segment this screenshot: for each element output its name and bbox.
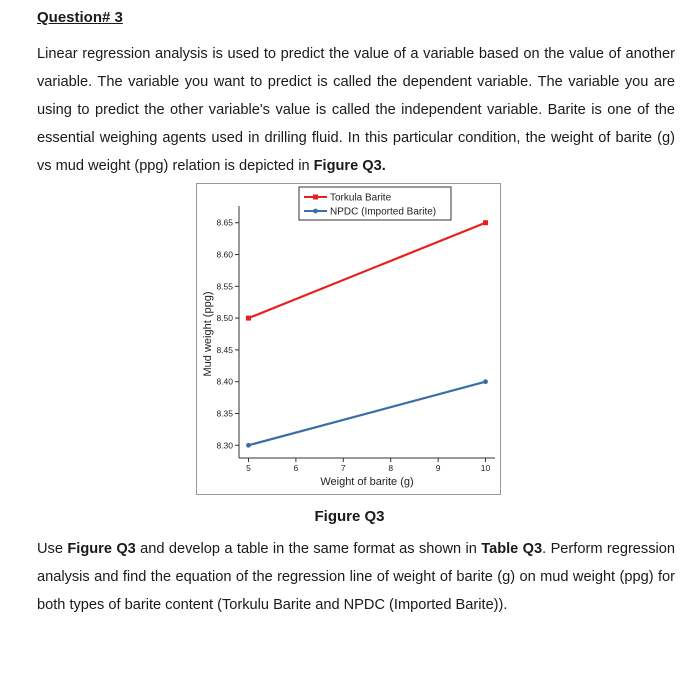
chart-frame	[196, 183, 501, 495]
y-axis-label: Mud weight (ppg)	[202, 291, 214, 377]
task-text-1: Use	[37, 541, 68, 557]
series-line-0	[248, 223, 485, 318]
y-tick-label: 8.60	[216, 249, 233, 260]
data-point-circle	[483, 379, 488, 384]
regression-chart	[197, 184, 500, 494]
figure-reference: Figure Q3.	[313, 158, 386, 174]
series-layer	[246, 220, 488, 447]
y-tick-label: 8.35	[216, 408, 233, 419]
legend-swatch-marker	[313, 195, 318, 200]
figure-caption: Figure Q3	[314, 508, 385, 525]
intro-text: Linear regression analysis is used to predict the value of a variable based on the value of another variable. The variable you want to predict is called the dependent variable. The variable you are using to predict the other variable's value is called the independent variable. Barite is one of the essential weighing agents used in drilling fluid. In this particular condition, the weight of barite (g) vs mud weight (ppg) relation is depicted in	[37, 46, 675, 174]
y-tick-label: 8.50	[216, 313, 233, 324]
y-tick-label: 8.65	[216, 217, 233, 228]
x-tick-label: 8	[388, 463, 394, 473]
task-figure-ref: Figure Q3	[67, 541, 136, 557]
task-paragraph	[37, 535, 675, 619]
data-point-square	[246, 316, 251, 321]
legend-swatch-marker	[313, 209, 318, 214]
data-point-square	[483, 220, 488, 225]
y-tick-label: 8.55	[216, 281, 233, 292]
data-point-circle	[246, 443, 251, 448]
y-tick-label: 8.40	[216, 376, 233, 387]
task-text-3: . Perform regression analysis and find the equation of the regression line of weight of barite (g) on mud weight (ppg) for both types of barite content (Torkulu Barite and NPDC (Imported Barite)).	[37, 541, 675, 613]
question-heading: Question# 3	[37, 9, 123, 26]
legend-entry-label: Torkula Barite	[330, 192, 392, 204]
series-line-1	[248, 382, 485, 446]
y-tick-label: 8.30	[216, 440, 233, 451]
intro-paragraph	[37, 40, 675, 180]
x-tick-label: 9	[435, 463, 441, 473]
chart-legend	[299, 187, 451, 220]
task-text-2: and develop a table in the same format as shown in	[135, 541, 482, 557]
chart-axes	[202, 206, 495, 488]
x-axis-label: Weight of barite (g)	[320, 476, 414, 488]
x-tick-label: 5	[246, 463, 251, 473]
task-table-ref: Table Q3	[481, 541, 543, 557]
x-tick-label: 6	[293, 463, 299, 473]
legend-entry-label: NPDC (Imported Barite)	[330, 206, 437, 218]
x-tick-label: 10	[480, 463, 491, 473]
y-tick-label: 8.45	[216, 344, 233, 355]
x-tick-label: 7	[340, 463, 346, 473]
